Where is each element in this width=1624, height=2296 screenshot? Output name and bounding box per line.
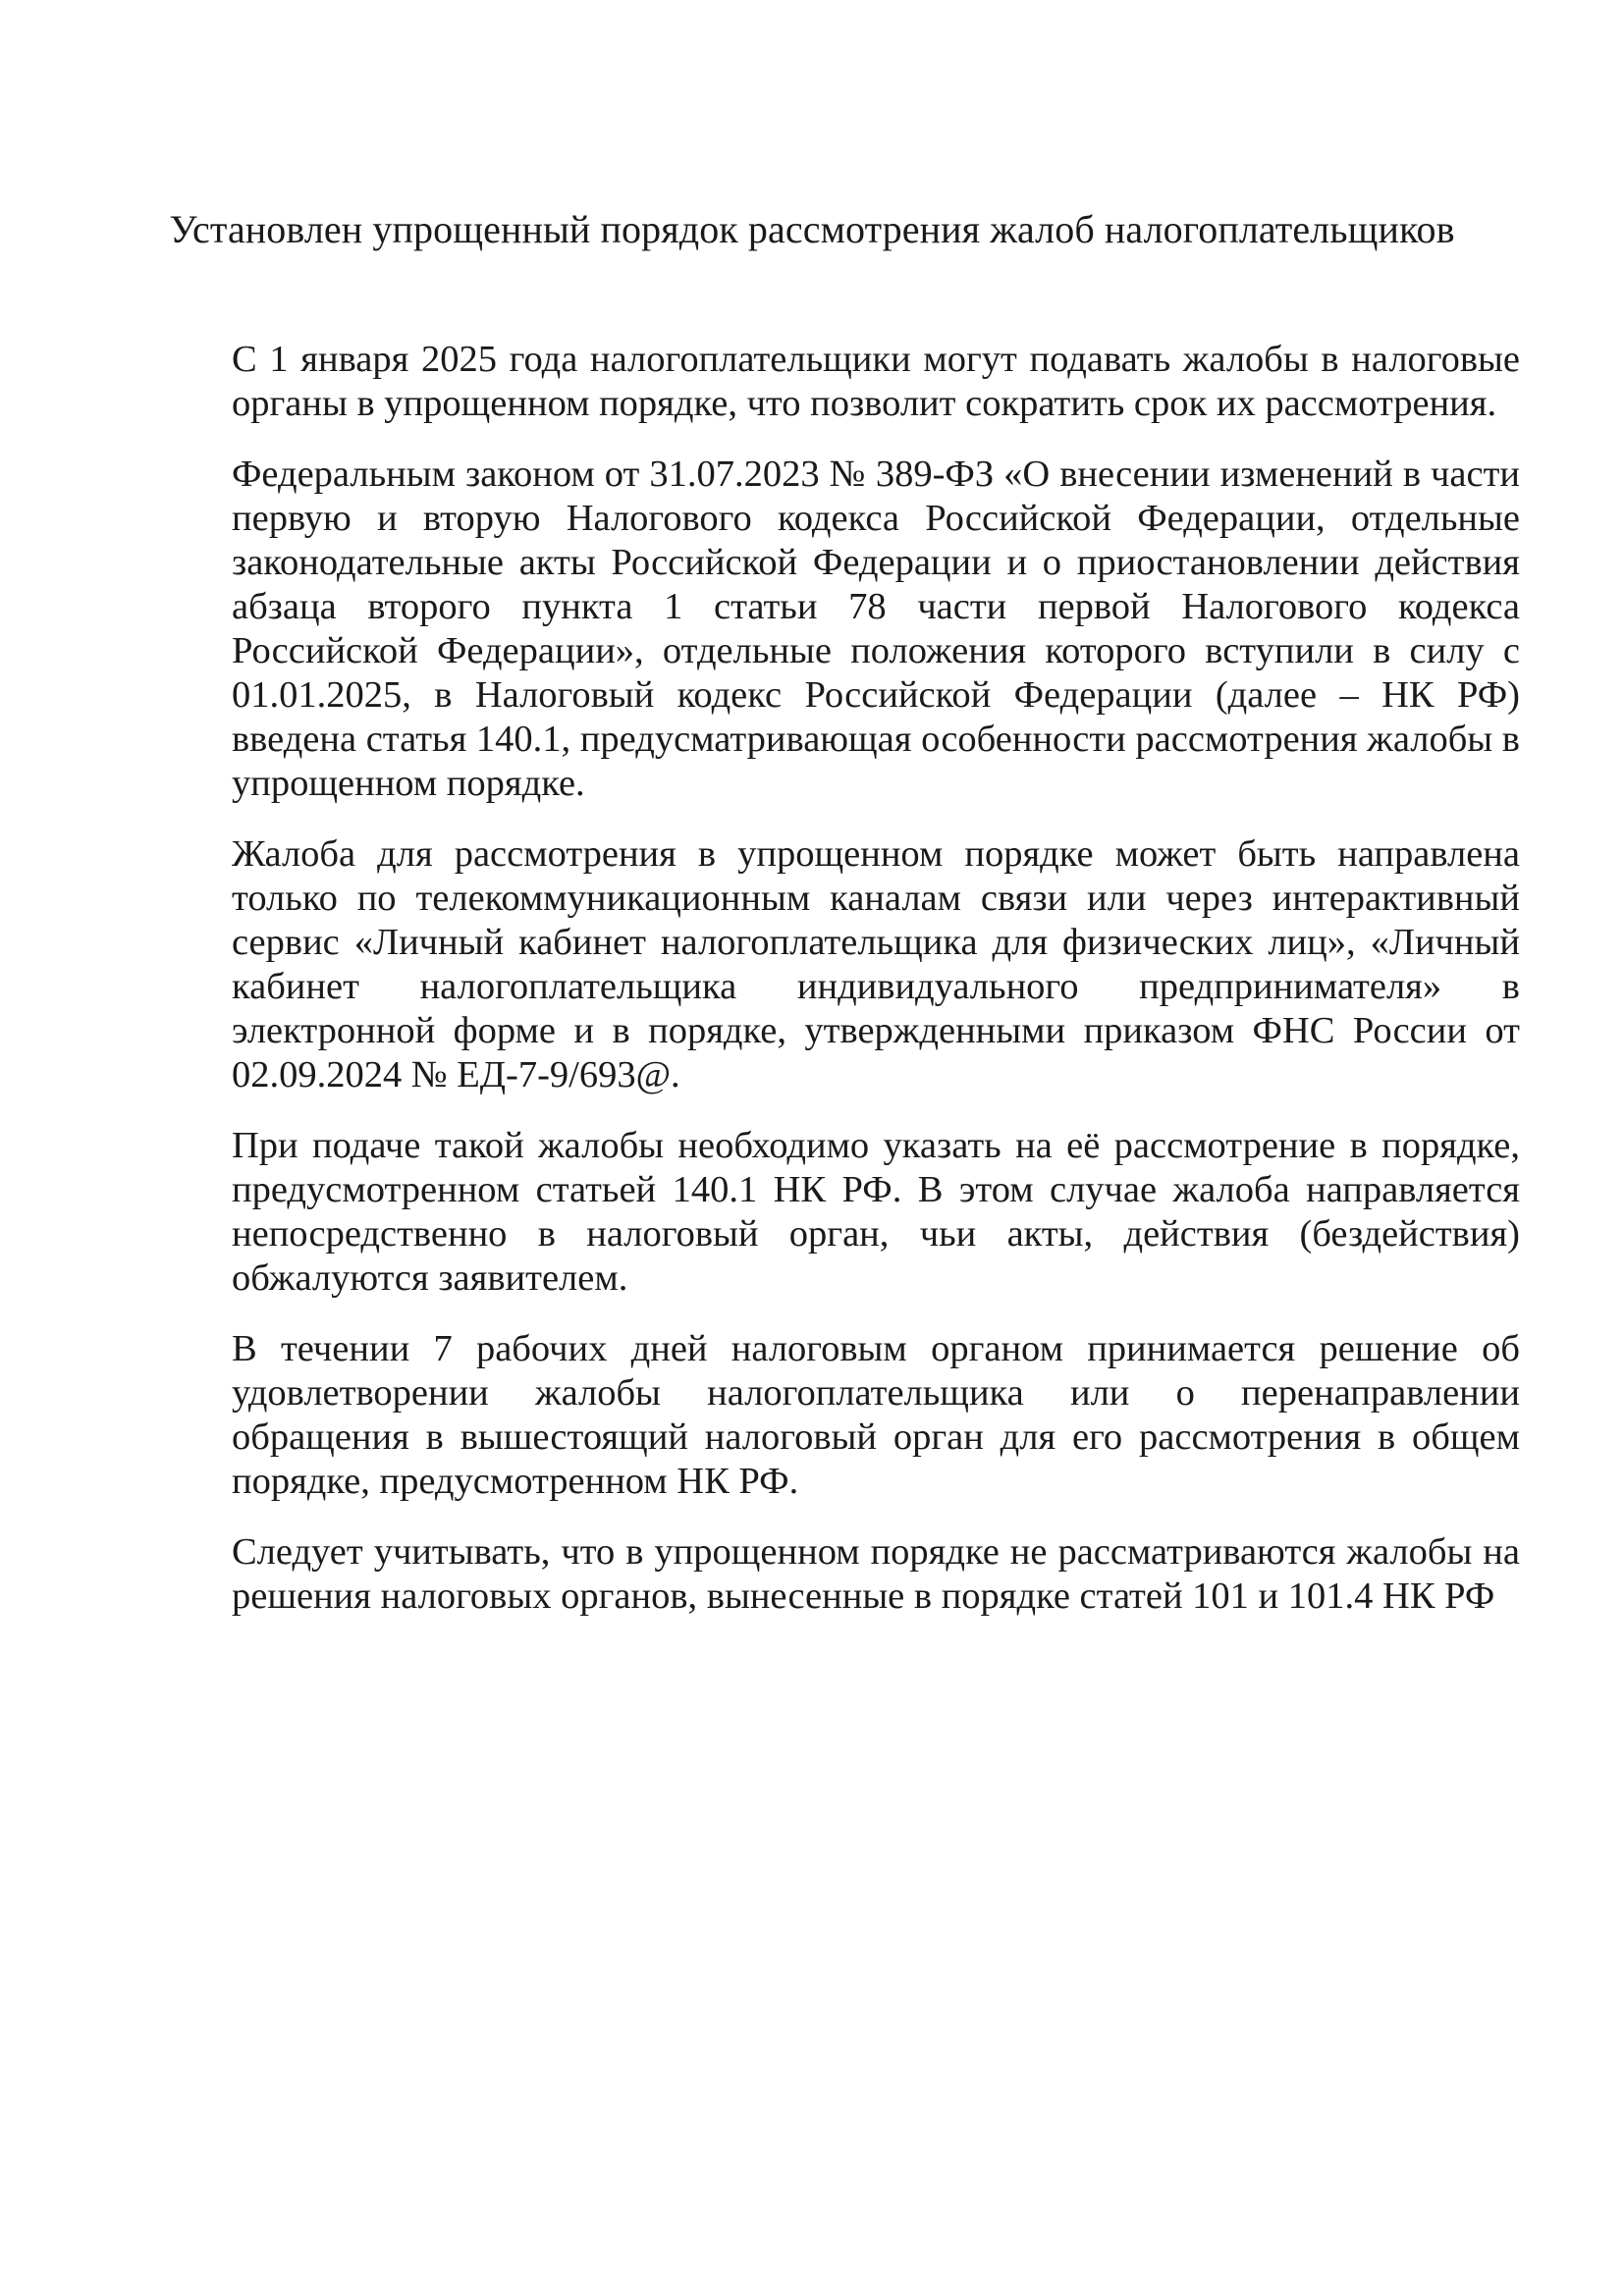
paragraph-decision-deadline: В течении 7 рабочих дней налоговым органом принимается решение об удовлетворении жалобы налогоплательщика или о перенаправлении обращения в вышестоящий налоговый орган для его рассмотрения в общем порядке, предусмотренном НК РФ. bbox=[232, 1328, 1520, 1502]
paragraph-submission-channels: Жалоба для рассмотрения в упрощенном порядке может быть направлена только по телекоммуникационным каналам связи или через интерактивный сервис «Личный кабинет налогоплательщика для физических лиц», «Личный кабинет налогоплательщика индивидуального предпринимателя» в электронной форме и в порядке, утвержденными приказом ФНС России от 02.09.2024 № ЕД-7-9/693@. bbox=[232, 833, 1520, 1095]
paragraph-federal-law: Федеральным законом от 31.07.2023 № 389-ФЗ «О внесении изменений в части первую и вторую Налогового кодекса Российской Федерации, отдельные законодательные акты Российской Федерации и о приостановлении действия абзаца второго пункта 1 статьи 78 части первой Налогового кодекса Российской Федерации», отдельные положения которого вступили в силу с 01.01.2025, в Налоговый кодекс Российской Федерации (далее – НК РФ) введена статья 140.1, предусматривающая особенности рассмотрения жалобы в упрощенном порядке. bbox=[232, 454, 1520, 804]
document-body bbox=[232, 338, 1520, 1619]
paragraph-effective-date: С 1 января 2025 года налогоплательщики могут подавать жалобы в налоговые органы в упрощенном порядке, что позволит сократить срок их рассмотрения. bbox=[232, 339, 1520, 424]
document-title: Установлен упрощенный порядок рассмотрения жалоб налогоплательщиков bbox=[169, 207, 1455, 251]
paragraph-exceptions: Следует учитывать, что в упрощенном порядке не рассматриваются жалобы на решения налоговых органов, вынесенные в порядке статей 101 и 101.4 НК РФ bbox=[232, 1531, 1520, 1617]
paragraph-filing-instructions: При подаче такой жалобы необходимо указать на её рассмотрение в порядке, предусмотренном статьей 140.1 НК РФ. В этом случае жалоба направляется непосредственно в налоговый орган, чьи акты, действия (бездействия) обжалуются заявителем. bbox=[232, 1125, 1520, 1299]
